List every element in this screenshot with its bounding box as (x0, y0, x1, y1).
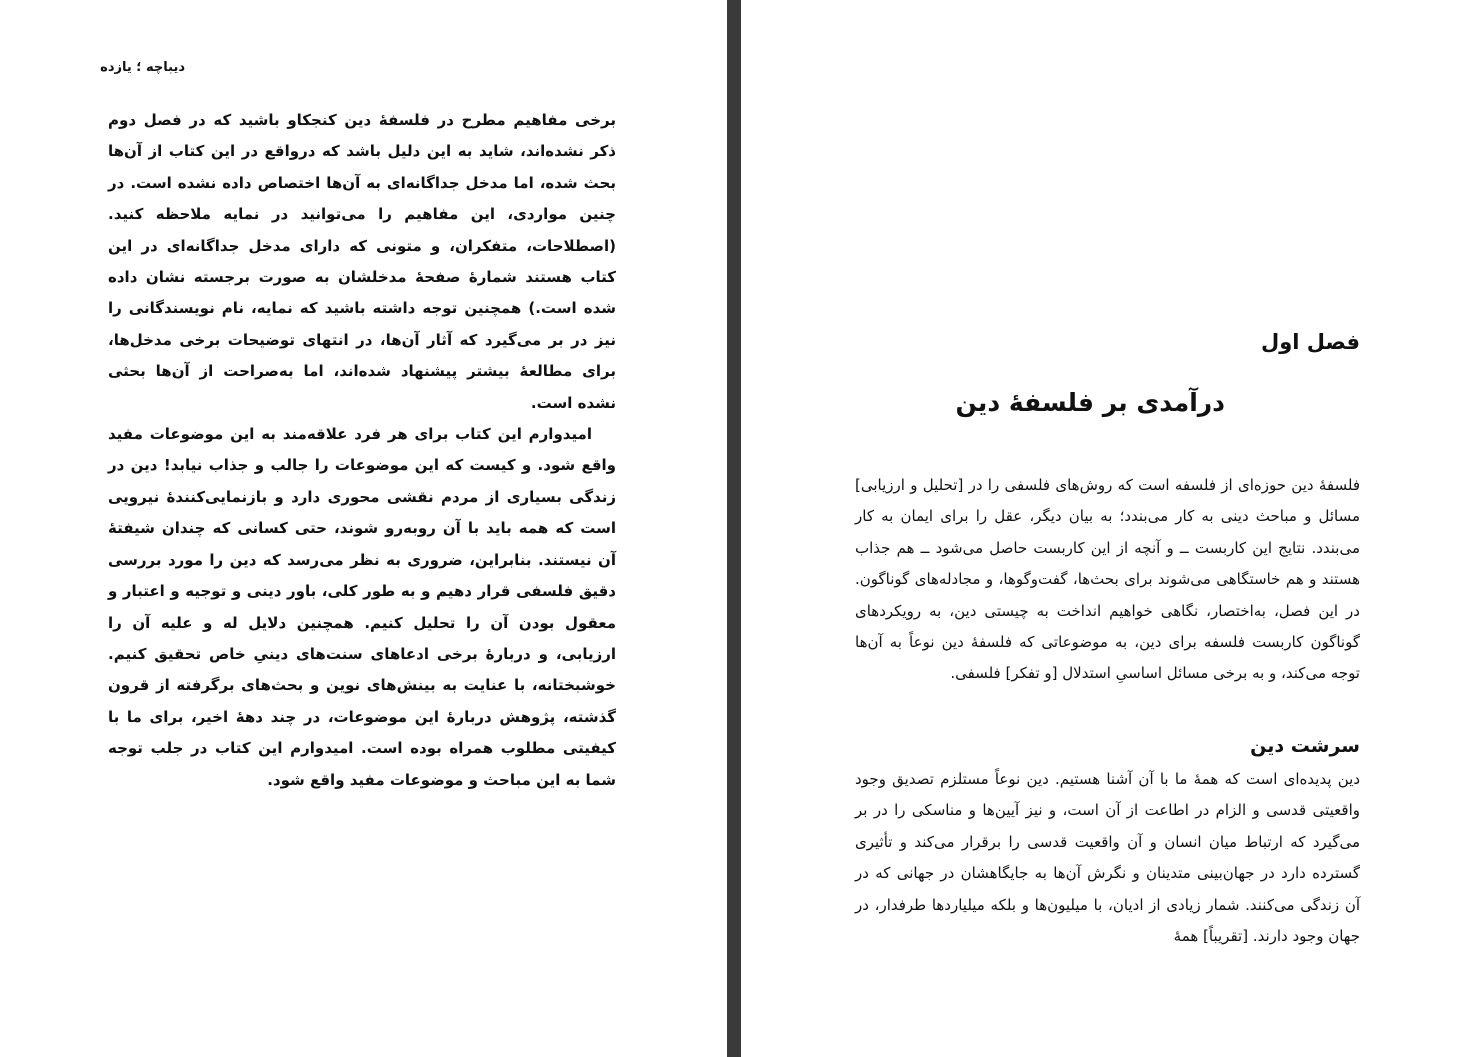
chapter-title: درآمدی بر فلسفهٔ دین (955, 388, 1225, 417)
preface-paragraph-2: امیدوارم این کتاب برای هر فرد علاقه‌مند به این موضوعات مفید واقع شود. و کیست که این موضوعات را جالب و جذاب نیابد! دین در زندگی بسیاری از مردم نقشی محوری دارد و بازنمایی‌کنندهٔ نیرویی است که همه باید با آن روبه‌رو شوند، حتی کسانی که چندان شیفتهٔ آن نیستند. بنابراین، ضروری به نظر می‌رسد که دین را مورد بررسی دقیق فلسفی قرار دهیم و به طور کلی، باور دینی و توجیه و اعتبار و معقول بودن آن را تحلیل کنیم. همچنین دلایل له و علیه آن را ارزیابی، و دربارهٔ برخی ادعاهای سنت‌های دینیِ خاص تحقیق کنیم. خوشبختانه، با عنایت به بینش‌های نوین و بحث‌های برگرفته از قرون گذشته، پژوهش دربارهٔ این موضوعات، در چند دههٔ اخیر، برای ما با کیفیتی مطلوب همراه بوده است. امیدوارم این کتاب در جلب توجه شما به این مباحث و موضوعات مفید واقع شود. (108, 425, 616, 789)
section-paragraph: دین پدیده‌ای است که همهٔ ما با آن آشنا هستیم. دین نوعاً مستلزم تصدیق وجود واقعیتی قدسی و الزام در اطاعت از آن است، و نیز آیین‌ها و مناسکی را در بر می‌گیرد که ارتباط میان انسان و آن واقعیت قدسی را برقرار می‌کند و تأثیری گسترده دارد در جهان‌بینی متدینان و نگرش آن‌ها به جایگاهشان در جهانی که در آن زندگی می‌کنند. شمار زیادی از ادیان، با میلیون‌ها و بلکه میلیاردها طرفدار، در جهان وجود دارند. [تقریباً] همهٔ (855, 770, 1360, 946)
running-header: دیباچه ؛ یازده (100, 60, 185, 75)
section-heading: سرشت دین (1250, 735, 1360, 757)
chapter-label: فصل اول (1261, 330, 1360, 354)
section-body (855, 764, 1360, 952)
intro-paragraph: فلسفهٔ دین حوزه‌ای از فلسفه است که روش‌های فلسفی را در [تحلیل و ارزیابی] مسائل و مباحث دینی به کار می‌بندد؛ به بیان دیگر، عقل را برای ایمان به کار می‌بندد. نتایج این کاربست ــ و آنچه از این کاربست حاصل می‌شود ــ هم جذاب هستند و هم خاستگاهی می‌شوند برای بحث‌ها، گفت‌وگوها، و مجادله‌های گوناگون. در این فصل، به‌اختصار، نگاهی خواهیم انداخت به چیستی دین، به رویکردهای گوناگون کاربست فلسفه برای دین، به موضوعاتی که فلسفهٔ دین نوعاً به آن‌ها توجه می‌کند، و به برخی مسائل اساسیِ استدلال [و تفکر] فلسفی. (855, 476, 1360, 683)
book-gutter (727, 0, 741, 1057)
left-page (0, 0, 727, 1057)
chapter-intro (855, 470, 1360, 690)
preface-paragraph-1: برخی مفاهیم مطرح در فلسفهٔ دین کنجکاو باشید که در فصل دوم ذکر نشده‌اند، شاید به این دلیل باشد که درواقع در این کتاب از آن‌ها بحث شده، اما مدخل جداگانه‌ای به آن‌ها اختصاص داده نشده است. در چنین مواردی، این مفاهیم را می‌توانید در نمایه ملاحظه کنید. (اصطلاحات، متفکران، و متونی که دارای مدخل جداگانه‌ای در این کتاب هستند شمارهٔ صفحهٔ مدخلشان به صورت برجسته نشان داده شده است.) همچنین توجه داشته باشید که نمایه، نام نویسندگانی را نیز در بر می‌گیرد که آثار آن‌ها، در انتهای توضیحات برخی مدخل‌ها، برای مطالعهٔ بیشتر پیشنهاد شده‌اند، اما به‌صراحت از آن‌ها بحثی نشده است. (108, 111, 616, 412)
preface-body (108, 105, 616, 796)
